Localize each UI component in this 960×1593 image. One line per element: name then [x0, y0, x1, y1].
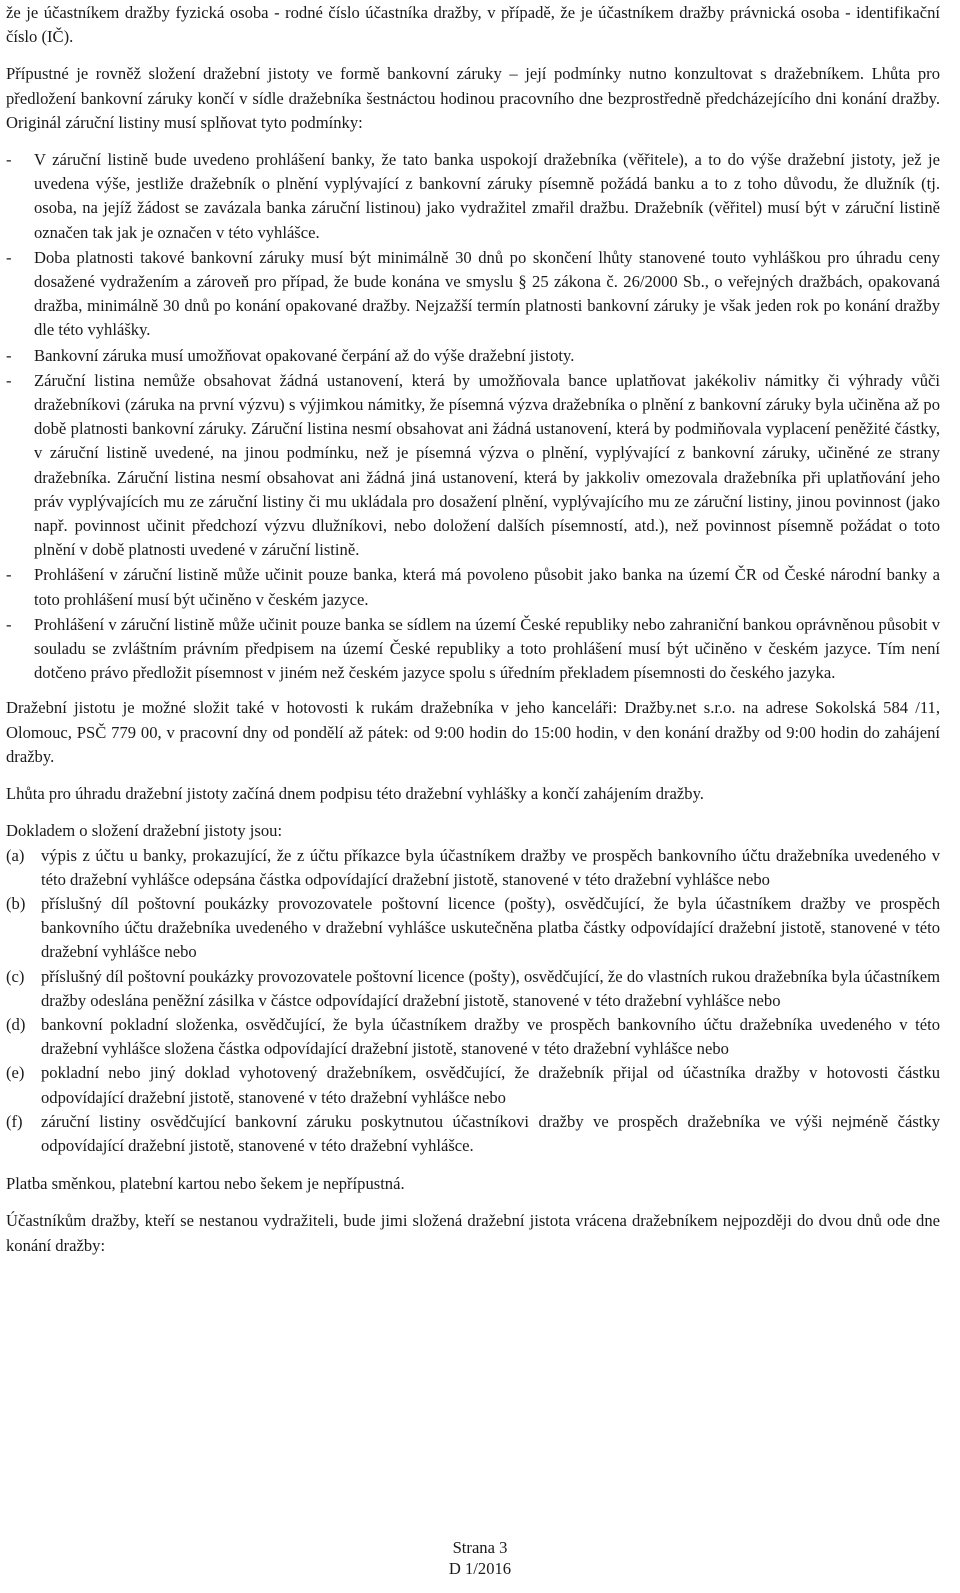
list-item: [6, 1013, 940, 1061]
list-item-text: příslušný díl poštovní poukázky provozovatele poštovní licence (pošty), osvědčující, že do vlastních rukou dražebníka byla účastníkem dražby odeslána peněžní zásilka v částce odpovídající dražební jistotě, stanovené v této dražební vyhlášce nebo: [41, 966, 940, 1010]
list-item-text: bankovní pokladní složenka, osvědčující, že byla účastníkem dražby ve prospěch bankovního účtu dražebníka uvedeného v této dražební vyhlášce složena částka odpovídající dražební jistotě, stanovené v této dražební vyhlášce nebo: [41, 1014, 940, 1059]
payment-methods-paragraph: Platba směnkou, platební kartou nebo šekem je nepřípustná.: [6, 1174, 405, 1194]
intro-paragraph-1: že je účastníkem dražby fyzická osoba - rodné číslo účastníka dražby, v případě, že je účastníkem dražby právnická osoba - identifikační číslo (IČ).: [6, 3, 940, 47]
list-item-text: Prohlášení v záruční listině může učinit pouze banka, která má povoleno působit jako banka na území ČR od České národní banky a toto prohlášení musí být učiněno v českém jazyce.: [34, 565, 940, 609]
list-item: [6, 892, 940, 965]
list-marker: -: [6, 345, 12, 365]
list-item-text: výpis z účtu u banky, prokazující, že z účtu příkazce byla účastníkem dražby ve prospěch bankovního účtu dražebníka uvedeného v této dražební vyhlášce odepsána částka odpovídající dražební jistotě, stanovené v této dražební vyhlášce nebo: [41, 845, 940, 889]
deadline-paragraph: Lhůta pro úhradu dražební jistoty začíná dnem podpisu této dražební vyhlášky a končí zahájením dražby.: [6, 784, 704, 804]
list-marker: (d): [6, 1014, 26, 1034]
list-marker: (b): [6, 893, 26, 913]
page-footer: [0, 1537, 960, 1579]
list-item: [6, 148, 940, 245]
list-item-text: záruční listiny osvědčující bankovní záruku poskytnutou účastníkovi dražby ve prospěch dražebníka ve výši nejméně částky odpovídající dražební jistotě, stanovené v této dražební vyhlášce.: [41, 1111, 940, 1155]
list-marker: -: [6, 614, 12, 634]
list-marker: -: [6, 565, 12, 585]
list-item: [6, 344, 940, 368]
guarantee-conditions-list: [6, 148, 940, 685]
list-item: [6, 1110, 940, 1158]
list-marker: (f): [6, 1111, 23, 1131]
list-marker: -: [6, 150, 12, 170]
list-marker: (e): [6, 1063, 25, 1083]
list-item-text: Prohlášení v záruční listině může učinit pouze banka se sídlem na území České republiky nebo zahraniční bankou oprávněnou působit v souladu se zvláštním právním předpisem na území České republiky a toto prohlášení musí být učiněno v českém jazyce. Tím není dotčeno právo předložit písemnost v jiném než českém jazyce spolu s úředním překladem písemnosti do českého jazyka.: [34, 614, 940, 683]
list-item-text: pokladní nebo jiný doklad vyhotovený dražebníkem, osvědčující, že dražebník přijal od účastníka dražby v hotovosti částku odpovídající dražební jistotě, stanovené v této dražební vyhlášce nebo: [41, 1063, 940, 1107]
list-marker: (a): [6, 845, 25, 865]
proof-documents-list: [6, 844, 940, 1159]
bank-guarantee-paragraph: Přípustné je rovněž složení dražební jistoty ve formě bankovní záruky – její podmínky nutno konzultovat s dražebníkem. Lhůta pro předložení bankovní záruky končí v sídle dražebníka šestnáctou hodinou pracovního dne bezprostředně předcházejícího dni konání dražby. Originál záruční listiny musí splňovat tyto podmínky:: [6, 64, 940, 132]
list-item: [6, 369, 940, 563]
document-code: D 1/2016: [448, 1559, 512, 1578]
list-item: [6, 1061, 940, 1109]
refund-paragraph: Účastníkům dražby, kteří se nestanou vydražiteli, bude jimi složená dražební jistota vrácena dražebníkem nejpozději do dvou dnů ode dne konání dražby:: [6, 1211, 940, 1255]
list-item: [6, 246, 940, 343]
list-marker: -: [6, 247, 12, 267]
page-number: Strana 3: [452, 1538, 508, 1557]
proof-heading: Dokladem o složení dražební jistoty jsou:: [6, 821, 283, 841]
list-item-text: příslušný díl poštovní poukázky provozovatele poštovní licence (pošty), osvědčující, že byla účastníkem dražby ve prospěch bankovního účtu dražebníka uvedeného v dražební vyhlášce uskutečněna platba částky odpovídající dražební jistotě, stanovené v této dražební vyhlášce nebo: [41, 893, 940, 962]
list-marker: -: [6, 370, 12, 390]
list-item-text: Doba platnosti takové bankovní záruky musí být minimálně 30 dnů po skončení lhůty stanovené touto vyhláškou pro úhradu ceny dosažené vydražením a zároveň pro případ, že bude konána ve smyslu § 25 zákona č. 26/2000 Sb., o veřejných dražbách, opakovaná dražba, minimálně 30 dnů po konání opakované dražby. Nejzažší termín platnosti bankovní záruky je však jeden rok po konání dražby dle této vyhlášky.: [34, 247, 940, 340]
list-item: [6, 563, 940, 611]
list-item-text: Bankovní záruka musí umožňovat opakované čerpání až do výše dražební jistoty.: [34, 345, 575, 365]
cash-deposit-paragraph: Dražební jistotu je možné složit také v hotovosti k rukám dražebníka v jeho kanceláři: Dražby.net s.r.o. na adrese Sokolská 584 /11, Olomouc, PSČ 779 00, v pracovní dny od pondělí až pátek: od 9:00 hodin do 15:00 hodin, v den konání dražby od 9:00 hodin do zahájení dražby.: [6, 698, 940, 766]
list-item: [6, 844, 940, 892]
list-item-text: V záruční listině bude uvedeno prohlášení banky, že tato banka uspokojí dražebníka (věřitele), a to do výše dražební jistoty, jež je uvedena výše, jestliže dražebník o plnění vyplývající z bankovní záruky písemně požádá banku a to z toho důvodu, že dlužník (tj. osoba, na jejíž žádost se zavázala banka záruční listinou) jako vydražitel zmařil dražbu. Dražebník (věřitel) musí být v záruční listině označen tak jak je označen v této vyhlášce.: [34, 150, 940, 242]
list-item: [6, 613, 940, 686]
list-item: [6, 965, 940, 1013]
list-marker: (c): [6, 966, 25, 986]
list-item-text: Záruční listina nemůže obsahovat žádná ustanovení, která by umožňovala bance uplatňovat jakékoliv námitky či výhrady vůči dražebníkovi (záruka na první výzvu) s výjimkou námitky, že písemná výzva dražebníka o plnění z bankovní záruky byla učiněna až po době platnosti bankovní záruky. Záruční listina nesmí obsahovat ani žádná ustanovení, která by podmiňovala vyplacení peněžité částky, v záruční listině uvedené, na jinou podmínku, než je písemná výzva o plnění, vyplývající z bankovní záruky, učiněné ze strany dražebníka. Záruční listina nesmí obsahovat ani žádná jiná ustanovení, která by jakkoliv omezovala dražebníka při uplatňování jeho práv vyplývajících mu ze záruční listiny či mu ukládala pro dosažení plnění, vyplývajícího mu ze záruční listiny, jinou povinnost (jako např. povinnost učinit předchozí výzvu dlužníkovi, nebo doložení dalších písemností, atd.), než povinnost písemně požádat o toto plnění v době platnosti uvedené v záruční listině.: [34, 370, 940, 560]
